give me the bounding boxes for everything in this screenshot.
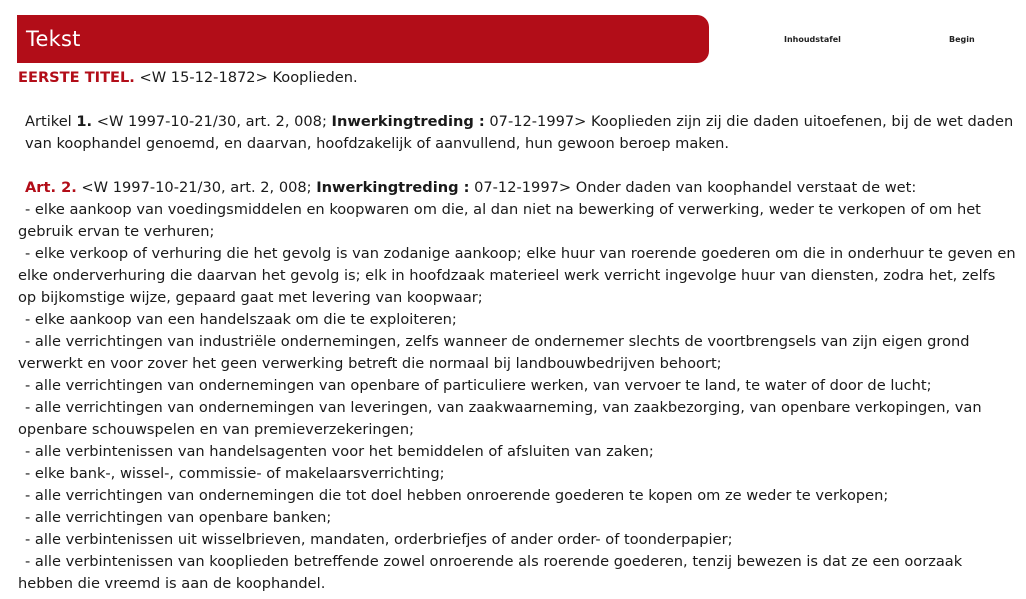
- list-item: - alle verrichtingen van openbare banken;: [25, 509, 332, 526]
- list-item: - elke verkoop of verhuring die het gevolg is van zodanige aankoop; elke huur van roerende goederen om die in onderhuur te geven en elke onderverhuring die daarvan het gevolg is; elk in hoofdzaak materieel werk verricht ingevolge huur van diensten, zodra het, zelfs op bijkomstige wijze, gepaard gaat met levering van koopwaar;: [18, 245, 1016, 306]
- toc-link[interactable]: Inhoudstafel: [784, 35, 841, 44]
- title-line: [18, 67, 1018, 89]
- article-1-ref: <W 1997-10-21/30, art. 2, 008;: [92, 113, 332, 130]
- document-body: [18, 67, 1018, 595]
- list-item: - elke aankoop van voedingsmiddelen en koopwaren om die, al dan niet na bewerking of verwerking, weder te verkopen of om het gebruik ervan te verhuren;: [18, 201, 981, 240]
- header-bar: [17, 15, 709, 63]
- article-1-inwerkingtreding-label: Inwerkingtreding :: [331, 113, 485, 130]
- article-2-intro-text: 07-12-1997> Onder daden van koophandel verstaat de wet:: [469, 179, 917, 196]
- title-text: <W 15-12-1872> Kooplieden.: [134, 69, 358, 86]
- list-item: - alle verrichtingen van ondernemingen die tot doel hebben onroerende goederen te kopen om ze weder te verkopen;: [25, 487, 889, 504]
- list-item: - alle verbintenissen van kooplieden betreffende zowel onroerende als roerende goederen, tenzij bewezen is dat ze een oorzaak hebben die vreemd is aan de koophandel.: [18, 553, 963, 592]
- list-item: - alle verrichtingen van ondernemingen van openbare of particuliere werken, van vervoer te land, te water of door de lucht;: [25, 377, 932, 394]
- article-2-intro: [18, 177, 1018, 199]
- list-item: - alle verbintenissen van handelsagenten voor het bemiddelen of afsluiten van zaken;: [25, 443, 654, 460]
- article-1: [18, 111, 1018, 155]
- home-link[interactable]: Begin: [949, 35, 975, 44]
- list-item: - alle verrichtingen van ondernemingen van leveringen, van zaakwaarneming, van zaakbezorging, van openbare verkopingen, van openbare schouwspelen en van premieverzekeringen;: [18, 399, 982, 438]
- article-1-number: 1.: [76, 113, 93, 130]
- article-1-text: 07-12-1997> Kooplieden zijn zij die daden uitoefenen, bij de wet daden van koophandel genoemd, en daarvan, hoofdzakelijk of aanvullend, hun gewoon beroep maken.: [25, 113, 1014, 152]
- article-2-ref: <W 1997-10-21/30, art. 2, 008;: [76, 179, 317, 196]
- list-item: - elke aankoop van een handelszaak om die te exploiteren;: [25, 311, 457, 328]
- title-label: EERSTE TITEL.: [18, 69, 135, 86]
- list-item: - alle verbintenissen uit wisselbrieven, mandaten, orderbriefjes of ander order- of toonderpapier;: [25, 531, 733, 548]
- list-item: - alle verrichtingen van industriële ondernemingen, zelfs wanneer de ondernemer slechts de voortbrengsels van zijn eigen grond verwerkt en voor zover het geen verwerking betreft die normaal bij landbouwbedrijven behoort;: [18, 333, 970, 372]
- list-item: - elke bank-, wissel-, commissie- of makelaarsverrichting;: [25, 465, 445, 482]
- article-2-label: Art. 2.: [25, 179, 77, 196]
- page-title: Tekst: [26, 27, 81, 51]
- article-1-label: Artikel: [25, 113, 72, 130]
- article-2-inwerkingtreding-label: Inwerkingtreding :: [316, 179, 470, 196]
